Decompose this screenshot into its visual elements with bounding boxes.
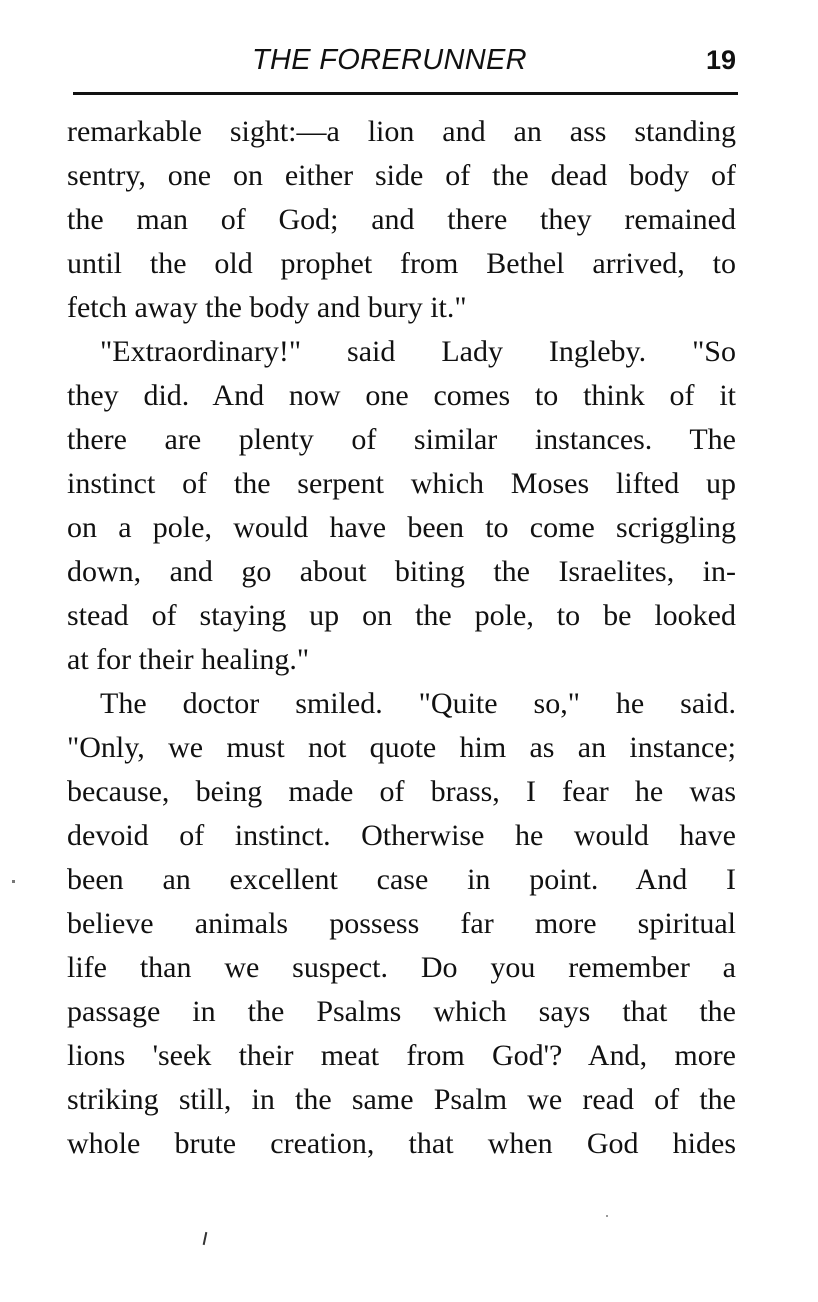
text-line: remarkable sight:—a lion and an ass standing [67, 115, 736, 148]
text-line: life than we suspect. Do you remember a [67, 951, 736, 984]
text-line: until the old prophet from Bethel arrived, to [67, 247, 736, 280]
text-line: "Only, we must not quote him as an instance; [67, 731, 736, 764]
text-line: devoid of instinct. Otherwise he would have [67, 819, 736, 852]
running-title: THE FORERUNNER [252, 44, 527, 76]
text-line: instinct of the serpent which Moses lifted up [67, 467, 736, 500]
running-head [0, 40, 818, 80]
text-line: they did. And now one comes to think of it [67, 379, 736, 412]
paragraph-start-line: "Extraordinary!" said Lady Ingleby. "So [100, 335, 736, 368]
scan-speck [12, 880, 15, 883]
paragraph-start-line: The doctor smiled. "Quite so," he said. [100, 687, 736, 720]
text-line: on a pole, would have been to come scriggling [67, 511, 736, 544]
text-line: the man of God; and there they remained [67, 203, 736, 236]
page-number: 19 [706, 45, 737, 75]
text-line: at for their healing." [67, 643, 310, 676]
text-line: fetch away the body and bury it." [67, 291, 467, 324]
header-rule [73, 92, 738, 95]
text-line: whole brute creation, that when God hides [67, 1127, 736, 1160]
text-line: believe animals possess far more spiritual [67, 907, 736, 940]
scan-speck [606, 1215, 608, 1217]
scan-speck [203, 1232, 208, 1245]
text-line: there are plenty of similar instances. The [67, 423, 736, 456]
text-line: stead of staying up on the pole, to be looked [67, 599, 736, 632]
body-text [67, 110, 736, 1166]
text-line: been an excellent case in point. And I [67, 863, 736, 896]
text-line: down, and go about biting the Israelites, in- [67, 555, 736, 588]
text-line: lions 'seek their meat from God'? And, more [67, 1039, 736, 1072]
text-line: passage in the Psalms which says that the [67, 995, 736, 1028]
text-line: sentry, one on either side of the dead body of [67, 159, 736, 192]
text-line: striking still, in the same Psalm we read of the [67, 1083, 736, 1116]
text-line: because, being made of brass, I fear he was [67, 775, 736, 808]
